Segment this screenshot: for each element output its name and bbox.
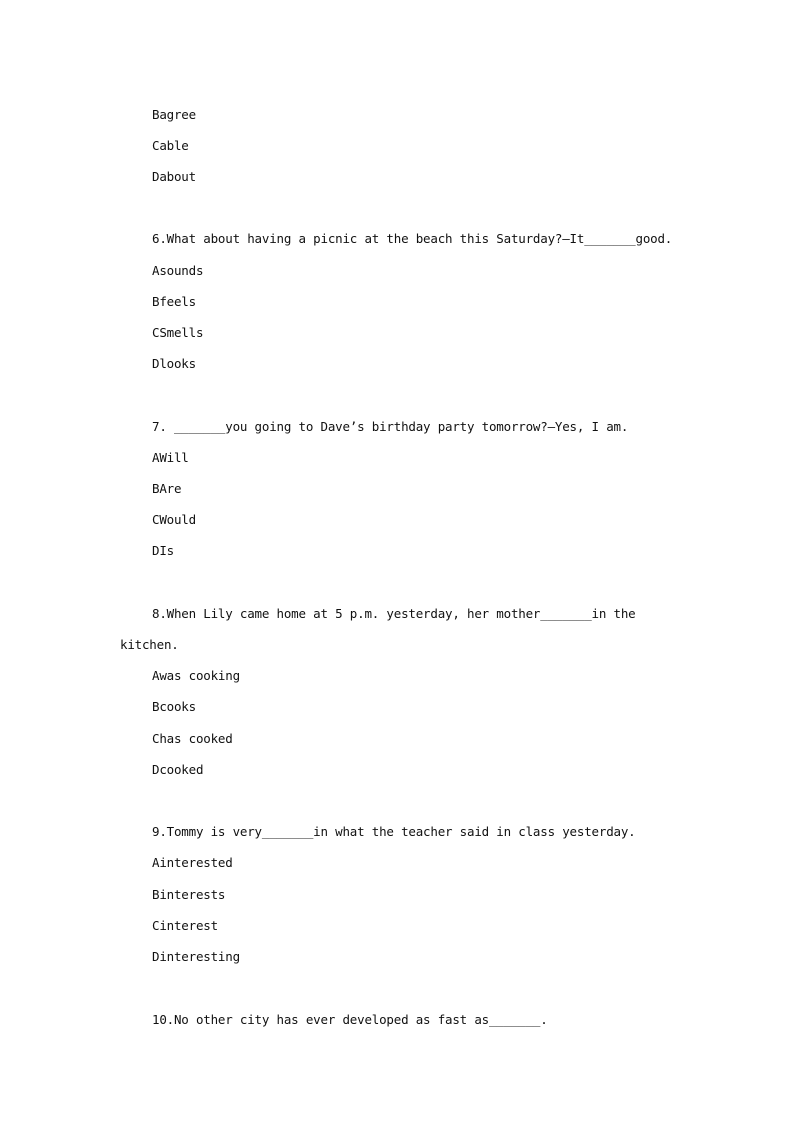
question-8-text: 8.When Lily came home at 5 p.m. yesterday, her mother_______in the: [152, 606, 636, 621]
question-9-option-a: Ainterested: [152, 855, 233, 870]
question-8-continuation: kitchen.: [120, 637, 179, 652]
question-9-option-c: Cinterest: [152, 918, 218, 933]
question-9-text: 9.Tommy is very_______in what the teacher said in class yesterday.: [152, 824, 636, 839]
question-7-text: 7. _______you going to Dave’s birthday party tomorrow?—Yes, I am.: [152, 419, 629, 434]
question-7-option-c: CWould: [152, 512, 196, 527]
question-8-option-a: Awas cooking: [152, 668, 240, 683]
question-8-option-c: Chas cooked: [152, 731, 233, 746]
question-10-text: 10.No other city has ever developed as fast as_______.: [152, 1012, 548, 1027]
option-d: Dabout: [152, 169, 196, 184]
question-9-option-b: Binterests: [152, 887, 226, 902]
question-7-option-a: AWill: [152, 450, 189, 465]
question-7-option-d: DIs: [152, 543, 174, 558]
question-6-option-a: Asounds: [152, 263, 204, 278]
question-9-option-d: Dinteresting: [152, 949, 240, 964]
option-c: Cable: [152, 138, 189, 153]
option-b: Bagree: [152, 107, 196, 122]
question-8-option-d: Dcooked: [152, 762, 204, 777]
question-6-option-c: CSmells: [152, 325, 204, 340]
question-8-option-b: Bcooks: [152, 699, 196, 714]
question-7-option-b: BAre: [152, 481, 182, 496]
question-6-option-b: Bfeels: [152, 294, 196, 309]
question-6-text: 6.What about having a picnic at the beach this Saturday?—It_______good.: [152, 231, 673, 246]
question-6-option-d: Dlooks: [152, 356, 196, 371]
